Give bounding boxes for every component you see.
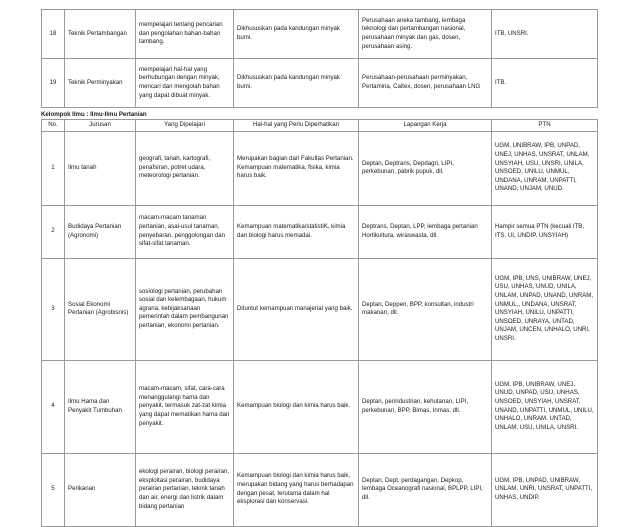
career-fields: Deptan, Dept. perdagangan, Depkop, lembaga Oceanografi nasional, BPLPP, LIPI, dll. [359, 453, 492, 526]
row-number: 3 [42, 258, 65, 360]
career-fields: Deptan, perindustrian, kehutanan, LIPI, perkebunan, BPP, Bimas, Inmas, dll. [359, 360, 492, 453]
major-name: Ilmu tanah [65, 131, 136, 205]
row-number: 1 [42, 131, 65, 205]
studied-topics: mempelajari hal-hal yang berhubungan dengan minyak, mencari dan mengolah bahan yang dapat dibuat minyak. [136, 59, 234, 108]
career-fields: Deptan, Deptrans, Depdagri, LIPI, perkebunan, pabrik pupuk, dll. [359, 131, 492, 205]
major-name: Sosial Ekonomi Pertanian (Agrobisnis) [65, 258, 136, 360]
universities: UGM, UNIBRAW, IPB, UNPAD, UNEJ, UNHAS, UNSRAT, UNLAM, UNSYIAH, USU, UNSRI, UNILA, UNSOED, UNILU, UNMUL, UNDANA, UNRAM, UNPATTI, UNAND, UNJAM, UNUD. [492, 131, 598, 205]
section-title: Kelompok Ilmu : Ilmu-Ilmu Pertanian [41, 111, 147, 118]
studied-topics: mempelajari tentang pencarian dan pengolahan bahan-bahan tambang. [136, 10, 234, 59]
studied-topics: sosiologi pertanian, perubahan sosial dan kelembagaan, hukum agraria, kebijaksanaan pemerintah dalam pembangunan pertanian, ekonomi pertanian. [136, 258, 234, 360]
continued-majors-table [41, 9, 598, 108]
attention-notes: Kemampuan matematika/statistiK, kimia dan biologi harus memadai. [234, 205, 359, 258]
universities: UGM, IPB, UNIBRAW, UNEJ, UNUD, UNPAD, USU, UNHAS, UNSOED, UNSYIAH, UNSRAT, UNAND, UNPATTI, UNMUL, UNILU, UNHALO, UNRAM, UNTAD, UNLAM, USU, UNILA, UNSRI. [492, 360, 598, 453]
major-name: Teknik Pertambangan [65, 10, 136, 59]
universities: UGM, IPB, UNPAD, UNIBRAW, UNLAM, UNRI, UNSRAT, UNPATTI, UNHAS, UNDIP. [492, 453, 598, 526]
career-fields: Perusahaan-perusahaan perminyakan, Pertamina, Caltex, dosen, perusahaan LNG [359, 59, 492, 108]
table-row [42, 59, 598, 108]
row-number: 18 [42, 10, 65, 59]
universities: ITB, UNSRI. [492, 10, 598, 59]
header-dipelajari: Yang Dipelajari [136, 120, 234, 132]
studied-topics: ekologi perairan, biologi perairan, eksploitasi perairan, budidaya perairan pertanian, teknik tanah dan air, energi dan listrik dalam bidang pertanian [136, 453, 234, 526]
major-name: Budidaya Pertanian (Agronomi) [65, 205, 136, 258]
attention-notes: Merupakan bagian dari Fakultas Pertanian. Kemampuan matematika, fisika, kimia harus baik. [234, 131, 359, 205]
table-row [42, 10, 598, 59]
career-fields: Deptrans, Deptan, LPP, lembaga pertanian Hortikultura, wiraswasta, dll. [359, 205, 492, 258]
table-header-row [42, 120, 598, 132]
table-row [42, 258, 598, 360]
major-name: Teknik Perminyakan [65, 59, 136, 108]
attention-notes: Dikhususkan pada kandungan minyak bumi. [234, 59, 359, 108]
attention-notes: Dikhususkan pada kandungan minyak bumi. [234, 10, 359, 59]
row-number: 5 [42, 453, 65, 526]
attention-notes: Dituntut kemampuan manajerial yang baik. [234, 258, 359, 360]
studied-topics: macam-macam tanaman pertanian, asal-usul tanaman, penyebaran, penggolongan dan sifat-sifat tanaman. [136, 205, 234, 258]
agriculture-majors-table [41, 119, 598, 527]
table-row [42, 205, 598, 258]
career-fields: Perusahaan aneka tambang, lembaga teknologi dan pertambangan nasional, perusahaan minyak dan gas, dosen, perusahaan asing. [359, 10, 492, 59]
major-name: Perikanan [65, 453, 136, 526]
major-name: Ilmu Hama dan Penyakit Tumbuhan [65, 360, 136, 453]
studied-topics: macam-macam, sifat, cara-cara menanggulangi hama dan penyakit, termasuk zat-zat kimia yang dapat mematikan hama dan penyakit. [136, 360, 234, 453]
header-no: No. [42, 120, 65, 132]
attention-notes: Kemampuan biologi dan kimia harus baik, merupakan bidang yang harus berhadapan dengan pesat, terutama dalam hal eksplorasi dan konservasi. [234, 453, 359, 526]
header-lapangan: Lapangan Kerja [359, 120, 492, 132]
row-number: 19 [42, 59, 65, 108]
table-row [42, 360, 598, 453]
header-jurusan: Jurusan [65, 120, 136, 132]
universities: UGM, IPB, UNS, UNIBRAW, UNEJ, USU, UNHAS, UNUD, UNILA, UNLAM, UNPAD, UNAND, UNRAM, UNMUL,, UNDANA, UNSRAT, UNSYIAH, UNILU, UNPATTI, UNSOED, UNRAYA, UNTAD, UNJAM, UNCEN, UNHALO, UNRI, UNSRI. [492, 258, 598, 360]
studied-topics: geografi, tanah, kartografi, penafsiran, potret udara, meteorologi pertanian. [136, 131, 234, 205]
table-row [42, 453, 598, 526]
row-number: 4 [42, 360, 65, 453]
header-ptn: PTN [492, 120, 598, 132]
row-number: 2 [42, 205, 65, 258]
career-fields: Deptan, Deppen, BPP, konsultan, industri makanan, dll. [359, 258, 492, 360]
universities: Hampir semua PTN (kecuali ITB, ITS, UI, UNDIP, UNSYIAH) [492, 205, 598, 258]
document-page [41, 9, 597, 527]
header-perhatian: Hal-hal yang Perlu Diperhatikan [234, 120, 359, 132]
table-row [42, 131, 598, 205]
attention-notes: Kemampuan biologi dan kimia harus baik. [234, 360, 359, 453]
universities: ITB. [492, 59, 598, 108]
